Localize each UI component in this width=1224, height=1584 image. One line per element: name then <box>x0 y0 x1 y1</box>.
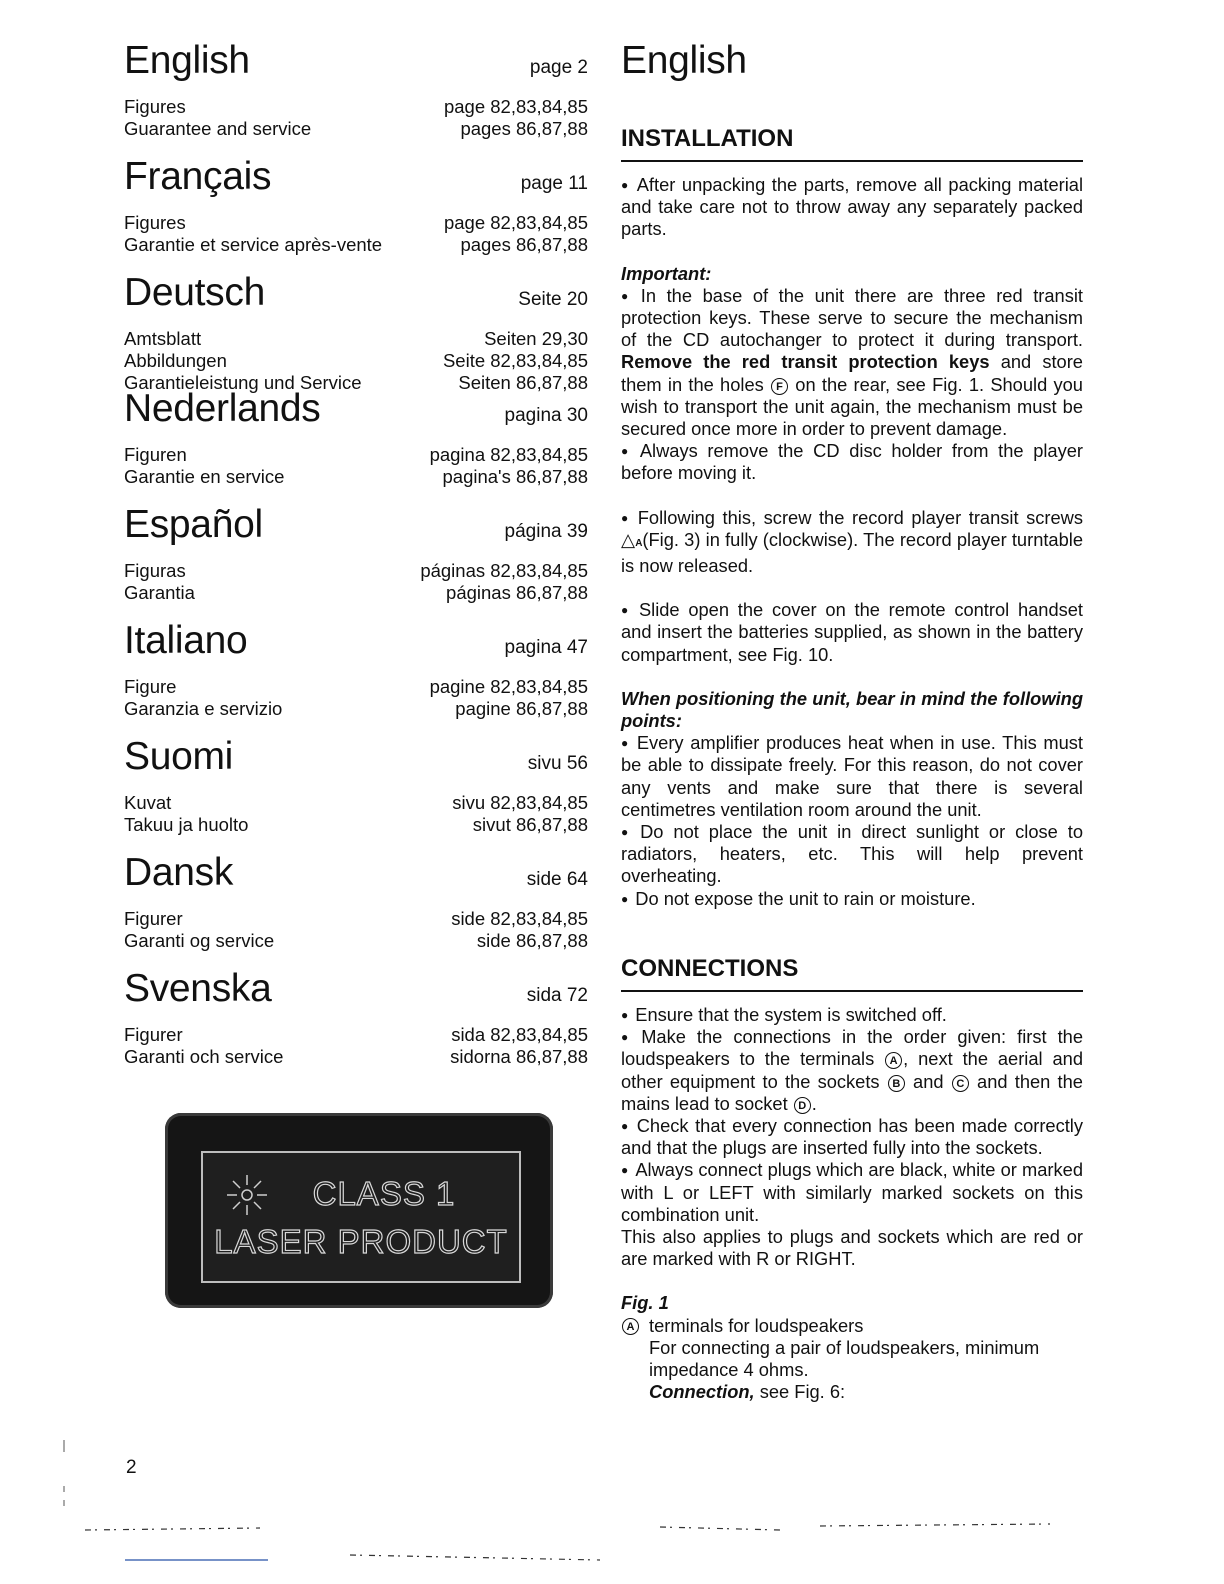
index-entry <box>124 582 588 604</box>
laser-class-text: CLASS 1 <box>312 1175 456 1212</box>
page-number: 2 <box>126 1457 137 1478</box>
index-entry <box>124 908 588 930</box>
index-entry <box>124 698 588 720</box>
index-entry-pages: sida 82,83,84,85 <box>451 1024 588 1045</box>
laser-product-text: LASER PRODUCT <box>214 1223 508 1260</box>
figure-label: Fig. 1 <box>621 1292 669 1314</box>
index-entry-label: Figures <box>124 212 186 233</box>
index-entry-pages: pages 86,87,88 <box>460 118 588 139</box>
index-entry-label: Kuvat <box>124 792 172 813</box>
marker-b-icon: B <box>888 1075 905 1092</box>
index-entry-pages: page 82,83,84,85 <box>443 212 588 233</box>
language-block <box>124 270 588 393</box>
index-entry-pages: pagine 86,87,88 <box>455 698 588 719</box>
figure-item-connection: Connection, see Fig. 6: <box>649 1381 846 1403</box>
index-entry <box>124 676 588 698</box>
positioning-paragraph-moisture: ● Do not expose the unit to rain or moisture. <box>621 888 1083 910</box>
language-heading-row <box>124 502 588 560</box>
language-page-ref: sida 72 <box>526 985 588 1006</box>
transit-keys-warning: Remove the red transit protection keys <box>621 351 990 373</box>
index-entry <box>124 350 588 372</box>
index-entry-pages: side 82,83,84,85 <box>451 908 588 929</box>
connections-paragraph-right-plugs: This also applies to plugs and sockets which are red or are marked with R or RIGHT. <box>621 1225 1083 1270</box>
index-entry-pages: page 82,83,84,85 <box>443 96 588 117</box>
marker-d-icon: D <box>794 1097 811 1114</box>
index-entry-pages: páginas 86,87,88 <box>446 582 588 603</box>
index-entry-pages: sivu 82,83,84,85 <box>452 792 588 813</box>
language-heading-row <box>124 38 588 96</box>
index-entry-label: Figurer <box>124 1024 183 1045</box>
language-heading-row <box>124 618 588 676</box>
index-entry-label: Garantie et service après-vente <box>124 234 383 255</box>
index-entry-pages: páginas 82,83,84,85 <box>420 560 588 581</box>
installation-paragraph-batteries: ● Slide open the cover on the remote control handset and insert the batteries supplied, as shown in the battery compartment, see Fig. 10. <box>621 599 1083 666</box>
language-heading-row <box>124 966 588 1024</box>
index-entry-label: Garanti og service <box>124 930 275 951</box>
index-entry-label: Abbildungen <box>124 350 227 371</box>
installation-heading: INSTALLATION <box>621 124 1083 162</box>
language-block <box>124 386 588 502</box>
index-entry-label: Garantie en service <box>124 466 285 487</box>
language-block <box>124 850 588 966</box>
language-heading-row <box>124 386 588 444</box>
index-entry-pages: pagine 82,83,84,85 <box>429 676 588 697</box>
index-entry <box>124 118 588 140</box>
language-page-ref: página 39 <box>504 521 588 542</box>
language-block <box>124 38 588 154</box>
marker-a-icon: A <box>885 1052 902 1069</box>
language-title: Deutsch <box>124 271 265 314</box>
language-page-ref: pagina 47 <box>504 637 588 658</box>
language-page-ref: sivu 56 <box>527 753 588 774</box>
language-page-ref: Seite 20 <box>518 289 588 310</box>
index-entry-label: Takuu ja huolto <box>124 814 249 835</box>
index-entry-pages: Seiten 29,30 <box>484 328 588 349</box>
installation-paragraph-unpacking: ● After unpacking the parts, remove all packing material and take care not to throw away any separately packed parts. <box>621 174 1083 241</box>
connections-heading: CONNECTIONS <box>621 954 1083 992</box>
index-entry-label: Guarantee and service <box>124 118 312 139</box>
index-entry <box>124 814 588 836</box>
index-entry-label: Figuras <box>124 560 186 581</box>
index-entry-pages: Seiten 86,87,88 <box>458 372 588 393</box>
language-block <box>124 734 588 850</box>
index-entry-label: Garantia <box>124 582 195 603</box>
positioning-label: When positioning the unit, bear in mind the following points: <box>621 687 1083 732</box>
installation-paragraph-transit-screws: ● Following this, screw the record player transit screws △A(Fig. 3) in fully (clockwise). The record player turntable is now released. <box>621 507 1083 578</box>
index-entry-label: Garantieleistung und Service <box>124 372 362 393</box>
warning-triangle-icon: △A <box>621 528 643 550</box>
positioning-paragraph-sunlight: ● Do not place the unit in direct sunlight or close to radiators, heaters, etc. This will help prevent overheating. <box>621 821 1083 888</box>
index-entry-label: Figuren <box>124 444 187 465</box>
index-entry <box>124 560 588 582</box>
connections-paragraph-check: ● Check that every connection has been made correctly and that the plugs are inserted fully into the sockets. <box>621 1115 1083 1159</box>
index-entry <box>124 444 588 466</box>
language-block <box>124 154 588 270</box>
index-entry-label: Amtsblatt <box>124 328 202 349</box>
positioning-paragraph-heat: ● Every amplifier produces heat when in use. This must be able to dissipate freely. For this reason, do not cover any vents and make sure that there is several centimetres ventilation room around the unit. <box>621 732 1083 821</box>
installation-paragraph-transit-keys: ● In the base of the unit there are three red transit protection keys. These serve to secure the mechanism of the CD autochanger to protect it during transport. Remove the red transit protection keys and store them in the holes F on the rear, see Fig. 1. Should you wish to transport the unit again, the mechanism must be secured once more in order to prevent damage. <box>621 285 1083 440</box>
index-entry-label: Garanzia e servizio <box>124 698 283 719</box>
index-entry-pages: pagina's 86,87,88 <box>442 466 588 487</box>
index-entry-pages: side 86,87,88 <box>476 930 588 951</box>
index-entry-label: Figurer <box>124 908 183 929</box>
index-entry <box>124 466 588 488</box>
index-entry <box>124 1046 588 1068</box>
language-page-ref: page 2 <box>529 57 588 78</box>
language-page-ref: side 64 <box>526 869 588 890</box>
language-page-ref: page 11 <box>520 173 588 194</box>
index-entry-label: Garanti och service <box>124 1046 284 1067</box>
language-title: Italiano <box>124 619 248 662</box>
language-heading-row <box>124 850 588 908</box>
index-entry-label: Figures <box>124 96 186 117</box>
marker-a-icon: A <box>622 1318 639 1335</box>
index-entry-pages: Seite 82,83,84,85 <box>442 350 588 371</box>
language-block <box>124 502 588 618</box>
language-title: English <box>124 39 250 82</box>
language-page-ref: pagina 30 <box>504 405 588 426</box>
installation-paragraph-disc-holder: ● Always remove the CD disc holder from the player before moving it. <box>621 440 1083 484</box>
laser-product-label <box>165 1113 553 1308</box>
language-block <box>124 618 588 734</box>
index-entry-pages: sivut 86,87,88 <box>472 814 588 835</box>
language-title: Dansk <box>124 851 234 894</box>
index-entry-pages: sidorna 86,87,88 <box>450 1046 588 1067</box>
language-title: Nederlands <box>124 387 321 430</box>
language-title: Suomi <box>124 735 234 778</box>
important-label: Important: <box>621 262 712 284</box>
connections-paragraph-switch-off: ● Ensure that the system is switched off. <box>621 1004 1083 1026</box>
section-title: English <box>621 39 747 82</box>
index-entry <box>124 930 588 952</box>
language-title: Svenska <box>124 967 272 1010</box>
connections-paragraph-order: ● Make the connections in the order given: first the loudspeakers to the terminals A , next the aerial and other equipment to the sockets B and C and then the mains lead to socket D . <box>621 1026 1083 1115</box>
language-heading-row <box>124 734 588 792</box>
english-instructions <box>621 38 1083 1403</box>
index-entry <box>124 792 588 814</box>
index-entry-pages: pagina 82,83,84,85 <box>429 444 588 465</box>
index-entry <box>124 328 588 350</box>
figure-item-description: For connecting a pair of loudspeakers, minimum impedance 4 ohms. <box>649 1336 1040 1380</box>
laser-label-frame <box>201 1151 521 1283</box>
index-entry-pages: pages 86,87,88 <box>460 234 588 255</box>
index-entry <box>124 96 588 118</box>
language-heading-row <box>124 154 588 212</box>
language-title: Français <box>124 155 272 198</box>
figure-item-title: terminals for loudspeakers <box>649 1314 864 1336</box>
index-entry <box>124 1024 588 1046</box>
language-block <box>124 966 588 1082</box>
marker-f-icon: F <box>771 378 788 395</box>
connections-paragraph-left-plugs: ● Always connect plugs which are black, white or marked with L or LEFT with similarly marked sockets on this combination unit. <box>621 1159 1083 1226</box>
marker-c-icon: C <box>952 1075 969 1092</box>
language-index <box>124 38 588 1082</box>
language-title: Español <box>124 503 263 546</box>
index-entry-label: Figure <box>124 676 177 697</box>
language-heading-row <box>124 270 588 328</box>
index-entry <box>124 212 588 234</box>
index-entry <box>124 234 588 256</box>
figure-item <box>621 1315 1083 1404</box>
